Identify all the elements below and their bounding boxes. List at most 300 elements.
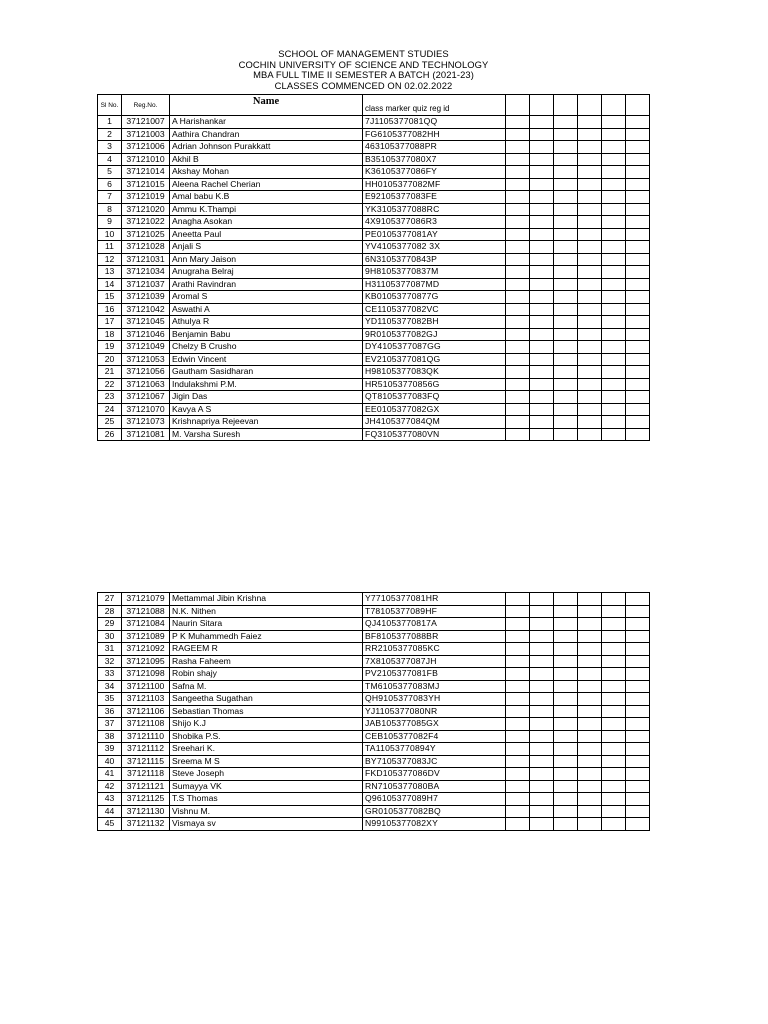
table-row — [98, 680, 650, 693]
blank-cell — [530, 416, 554, 429]
blank-cell — [578, 718, 602, 731]
name-cell: Rasha Faheem — [170, 655, 363, 668]
blank-cell — [506, 166, 530, 179]
blank-cell — [554, 605, 578, 618]
blank-cell — [530, 630, 554, 643]
sl-no-cell: 31 — [98, 643, 122, 656]
sl-no-cell: 6 — [98, 178, 122, 191]
name-cell: Kavya A S — [170, 403, 363, 416]
blank-cell — [554, 793, 578, 806]
sl-no-cell: 9 — [98, 216, 122, 229]
blank-cell — [602, 303, 626, 316]
sl-no-cell: 13 — [98, 266, 122, 279]
blank-cell — [554, 253, 578, 266]
name-cell: Anjali S — [170, 241, 363, 254]
blank-cell — [626, 428, 650, 441]
sl-no-cell: 43 — [98, 793, 122, 806]
blank-cell — [530, 178, 554, 191]
table-row — [98, 705, 650, 718]
table-row — [98, 403, 650, 416]
blank-cell — [626, 366, 650, 379]
blank-cell — [554, 805, 578, 818]
quiz-reg-id-cell: DY4105377087GG — [363, 341, 506, 354]
blank-cell — [602, 705, 626, 718]
blank-cell — [602, 278, 626, 291]
name-cell: Anugraha Belraj — [170, 266, 363, 279]
sl-no-cell: 23 — [98, 391, 122, 404]
quiz-reg-id-cell: 6N31053770843P — [363, 253, 506, 266]
reg-no-cell: 37121039 — [122, 291, 170, 304]
reg-no-cell: 37121121 — [122, 780, 170, 793]
blank-cell — [554, 241, 578, 254]
blank-cell — [554, 178, 578, 191]
blank-cell — [554, 316, 578, 329]
quiz-reg-id-cell: QT8105377083FQ — [363, 391, 506, 404]
school-name: SCHOOL OF MANAGEMENT STUDIES — [278, 48, 449, 59]
blank-cell — [554, 618, 578, 631]
name-cell: T.S Thomas — [170, 793, 363, 806]
blank-cell — [554, 655, 578, 668]
blank-cell — [530, 793, 554, 806]
quiz-reg-id-cell: KB01053770877G — [363, 291, 506, 304]
quiz-reg-id-cell: PE0105377081AY — [363, 228, 506, 241]
blank-cell — [626, 805, 650, 818]
sl-no-cell: 11 — [98, 241, 122, 254]
reg-no-cell: 37121042 — [122, 303, 170, 316]
reg-no-cell: 37121010 — [122, 153, 170, 166]
blank-cell — [578, 618, 602, 631]
name-cell: Sreema M S — [170, 755, 363, 768]
blank-cell — [530, 391, 554, 404]
blank-cell — [578, 655, 602, 668]
quiz-reg-id-cell: YK3105377088RC — [363, 203, 506, 216]
blank-cell — [578, 366, 602, 379]
blank-cell — [554, 693, 578, 706]
blank-cell — [506, 203, 530, 216]
blank-cell — [626, 153, 650, 166]
blank-cell — [530, 818, 554, 831]
sl-no-cell: 18 — [98, 328, 122, 341]
blank-cell — [626, 241, 650, 254]
blank-cell — [554, 166, 578, 179]
sl-no-cell: 2 — [98, 128, 122, 141]
sl-no-cell: 1 — [98, 116, 122, 129]
blank-cell — [626, 743, 650, 756]
quiz-reg-id-cell: YD1105377082BH — [363, 316, 506, 329]
sl-no-cell: 38 — [98, 730, 122, 743]
reg-no-cell: 37121130 — [122, 805, 170, 818]
blank-cell — [506, 780, 530, 793]
blank-cell — [554, 680, 578, 693]
header-reg-no: Reg.No. — [122, 95, 170, 116]
blank-cell — [506, 216, 530, 229]
quiz-reg-id-cell: RN7105377080BA — [363, 780, 506, 793]
blank-cell — [602, 793, 626, 806]
sl-no-cell: 27 — [98, 593, 122, 606]
reg-no-cell: 37121108 — [122, 718, 170, 731]
name-cell: Anagha Asokan — [170, 216, 363, 229]
quiz-reg-id-cell: EE0105377082GX — [363, 403, 506, 416]
blank-cell — [554, 366, 578, 379]
blank-cell — [626, 141, 650, 154]
blank-cell — [602, 643, 626, 656]
name-cell: Ann Mary Jaison — [170, 253, 363, 266]
quiz-reg-id-cell: 463105377088PR — [363, 141, 506, 154]
blank-cell — [506, 366, 530, 379]
name-cell: Arathi Ravindran — [170, 278, 363, 291]
blank-cell — [530, 328, 554, 341]
blank-cell — [530, 191, 554, 204]
blank-cell — [554, 391, 578, 404]
reg-no-cell: 37121100 — [122, 680, 170, 693]
blank-cell — [626, 303, 650, 316]
header-name: Name — [170, 95, 363, 116]
quiz-reg-id-cell: 9R0105377082GJ — [363, 328, 506, 341]
name-cell: Aromal S — [170, 291, 363, 304]
table-row — [98, 805, 650, 818]
sl-no-cell: 36 — [98, 705, 122, 718]
sl-no-cell: 25 — [98, 416, 122, 429]
blank-cell — [506, 705, 530, 718]
blank-cell — [530, 693, 554, 706]
blank-cell — [530, 316, 554, 329]
blank-cell — [530, 668, 554, 681]
batch-title: MBA FULL TIME II SEMESTER A BATCH (2021-23) — [253, 69, 474, 80]
blank-cell — [602, 253, 626, 266]
sl-no-cell: 39 — [98, 743, 122, 756]
blank-cell — [506, 266, 530, 279]
table-row — [98, 253, 650, 266]
blank-cell — [602, 266, 626, 279]
blank-cell — [554, 416, 578, 429]
blank-cell — [578, 303, 602, 316]
blank-cell — [602, 153, 626, 166]
blank-cell — [578, 818, 602, 831]
reg-no-cell: 37121019 — [122, 191, 170, 204]
name-cell: Mettammal Jibin Krishna — [170, 593, 363, 606]
table-row — [98, 718, 650, 731]
reg-no-cell: 37121022 — [122, 216, 170, 229]
blank-cell — [602, 166, 626, 179]
blank-cell — [506, 605, 530, 618]
blank-cell — [602, 316, 626, 329]
sl-no-cell: 35 — [98, 693, 122, 706]
blank-cell — [530, 228, 554, 241]
blank-cell — [530, 128, 554, 141]
blank-cell — [506, 95, 530, 116]
blank-cell — [530, 141, 554, 154]
sl-no-cell: 40 — [98, 755, 122, 768]
name-cell: P K Muhammedh Faiez — [170, 630, 363, 643]
blank-cell — [530, 618, 554, 631]
blank-cell — [578, 216, 602, 229]
name-cell: Sebastian Thomas — [170, 705, 363, 718]
blank-cell — [554, 141, 578, 154]
blank-cell — [626, 593, 650, 606]
reg-no-cell: 37121073 — [122, 416, 170, 429]
blank-cell — [626, 166, 650, 179]
blank-cell — [554, 203, 578, 216]
blank-cell — [506, 403, 530, 416]
sl-no-cell: 41 — [98, 768, 122, 781]
table-row — [98, 780, 650, 793]
reg-no-cell: 37121020 — [122, 203, 170, 216]
blank-cell — [530, 278, 554, 291]
blank-cell — [506, 668, 530, 681]
blank-cell — [530, 743, 554, 756]
blank-cell — [554, 153, 578, 166]
reg-no-cell: 37121053 — [122, 353, 170, 366]
reg-no-cell: 37121132 — [122, 818, 170, 831]
name-cell: Gautham Sasidharan — [170, 366, 363, 379]
commencement-date: CLASSES COMMENCED ON 02.02.2022 — [274, 79, 453, 91]
name-cell: Chelzy B Crusho — [170, 341, 363, 354]
blank-cell — [506, 191, 530, 204]
blank-cell — [506, 428, 530, 441]
blank-cell — [626, 178, 650, 191]
table-row — [98, 428, 650, 441]
blank-cell — [554, 730, 578, 743]
reg-no-cell: 37121115 — [122, 755, 170, 768]
quiz-reg-id-cell: N99105377082XY — [363, 818, 506, 831]
blank-cell — [626, 416, 650, 429]
blank-cell — [506, 128, 530, 141]
blank-cell — [626, 655, 650, 668]
reg-no-cell: 37121110 — [122, 730, 170, 743]
sl-no-cell: 12 — [98, 253, 122, 266]
blank-cell — [626, 378, 650, 391]
reg-no-cell: 37121106 — [122, 705, 170, 718]
name-cell: N.K. Nithen — [170, 605, 363, 618]
blank-cell — [626, 818, 650, 831]
blank-cell — [506, 378, 530, 391]
blank-cell — [554, 403, 578, 416]
sl-no-cell: 3 — [98, 141, 122, 154]
reg-no-cell: 37121006 — [122, 141, 170, 154]
reg-no-cell: 37121092 — [122, 643, 170, 656]
name-cell: Aathira Chandran — [170, 128, 363, 141]
blank-cell — [506, 316, 530, 329]
name-cell: Sumayya VK — [170, 780, 363, 793]
blank-cell — [602, 668, 626, 681]
quiz-reg-id-cell: FQ3105377080VN — [363, 428, 506, 441]
blank-cell — [602, 291, 626, 304]
blank-cell — [626, 291, 650, 304]
blank-cell — [530, 428, 554, 441]
reg-no-cell: 37121084 — [122, 618, 170, 631]
blank-cell — [578, 378, 602, 391]
blank-cell — [506, 630, 530, 643]
sl-no-cell: 42 — [98, 780, 122, 793]
blank-cell — [530, 718, 554, 731]
blank-cell — [578, 793, 602, 806]
blank-cell — [506, 341, 530, 354]
sl-no-cell: 19 — [98, 341, 122, 354]
reg-no-cell: 37121063 — [122, 378, 170, 391]
blank-cell — [578, 228, 602, 241]
blank-cell — [578, 291, 602, 304]
blank-cell — [530, 730, 554, 743]
blank-cell — [578, 253, 602, 266]
table-row — [98, 153, 650, 166]
blank-cell — [530, 216, 554, 229]
blank-cell — [578, 328, 602, 341]
blank-cell — [602, 755, 626, 768]
reg-no-cell: 37121037 — [122, 278, 170, 291]
blank-cell — [530, 655, 554, 668]
blank-cell — [506, 253, 530, 266]
blank-cell — [578, 278, 602, 291]
table-row — [98, 668, 650, 681]
blank-cell — [554, 378, 578, 391]
sl-no-cell: 21 — [98, 366, 122, 379]
name-cell: Athulya R — [170, 316, 363, 329]
blank-cell — [506, 278, 530, 291]
blank-cell — [626, 278, 650, 291]
blank-cell — [602, 128, 626, 141]
blank-cell — [506, 805, 530, 818]
blank-cell — [578, 191, 602, 204]
blank-cell — [530, 755, 554, 768]
sl-no-cell: 16 — [98, 303, 122, 316]
reg-no-cell: 37121095 — [122, 655, 170, 668]
blank-cell — [602, 428, 626, 441]
blank-cell — [506, 655, 530, 668]
blank-cell — [602, 780, 626, 793]
blank-cell — [554, 95, 578, 116]
table-row — [98, 768, 650, 781]
blank-cell — [602, 203, 626, 216]
blank-cell — [506, 593, 530, 606]
blank-cell — [602, 730, 626, 743]
table-row — [98, 291, 650, 304]
blank-cell — [626, 95, 650, 116]
sl-no-cell: 28 — [98, 605, 122, 618]
blank-cell — [530, 378, 554, 391]
blank-cell — [626, 768, 650, 781]
sl-no-cell: 15 — [98, 291, 122, 304]
blank-cell — [602, 655, 626, 668]
reg-no-cell: 37121070 — [122, 403, 170, 416]
name-cell: Vismaya sv — [170, 818, 363, 831]
table-row — [98, 416, 650, 429]
name-cell: Ammu K.Thampi — [170, 203, 363, 216]
reg-no-cell: 37121103 — [122, 693, 170, 706]
reg-no-cell: 37121015 — [122, 178, 170, 191]
table-row — [98, 216, 650, 229]
blank-cell — [626, 680, 650, 693]
table-row — [98, 191, 650, 204]
name-cell: Amal babu K.B — [170, 191, 363, 204]
blank-cell — [506, 241, 530, 254]
table-row — [98, 166, 650, 179]
reg-no-cell: 37121079 — [122, 593, 170, 606]
blank-cell — [554, 818, 578, 831]
sl-no-cell: 10 — [98, 228, 122, 241]
blank-cell — [530, 680, 554, 693]
table-row — [98, 266, 650, 279]
table-row — [98, 730, 650, 743]
reg-no-cell: 37121118 — [122, 768, 170, 781]
blank-cell — [626, 116, 650, 129]
reg-no-cell: 37121088 — [122, 605, 170, 618]
name-cell: Adrian Johnson Purakkatt — [170, 141, 363, 154]
name-cell: Safna M. — [170, 680, 363, 693]
name-cell: Shobika P.S. — [170, 730, 363, 743]
sl-no-cell: 26 — [98, 428, 122, 441]
blank-cell — [626, 780, 650, 793]
blank-cell — [578, 705, 602, 718]
header-sl-no: Sl No. — [98, 95, 122, 116]
table-row — [98, 353, 650, 366]
blank-cell — [578, 605, 602, 618]
sl-no-cell: 8 — [98, 203, 122, 216]
blank-cell — [602, 805, 626, 818]
blank-cell — [626, 755, 650, 768]
blank-cell — [578, 593, 602, 606]
blank-cell — [578, 630, 602, 643]
blank-cell — [626, 203, 650, 216]
reg-no-cell: 37121034 — [122, 266, 170, 279]
quiz-reg-id-cell: YJ1105377080NR — [363, 705, 506, 718]
blank-cell — [554, 128, 578, 141]
blank-cell — [602, 95, 626, 116]
blank-cell — [530, 116, 554, 129]
blank-cell — [530, 95, 554, 116]
blank-cell — [554, 116, 578, 129]
blank-cell — [530, 705, 554, 718]
table-row — [98, 316, 650, 329]
student-table-1 — [97, 94, 650, 441]
blank-cell — [506, 768, 530, 781]
blank-cell — [530, 253, 554, 266]
table-row — [98, 341, 650, 354]
blank-cell — [530, 605, 554, 618]
table-row — [98, 743, 650, 756]
blank-cell — [578, 680, 602, 693]
quiz-reg-id-cell: Y77105377081HR — [363, 593, 506, 606]
blank-cell — [578, 141, 602, 154]
name-cell: Akhil B — [170, 153, 363, 166]
blank-cell — [626, 705, 650, 718]
blank-cell — [602, 630, 626, 643]
blank-cell — [578, 780, 602, 793]
blank-cell — [506, 116, 530, 129]
blank-cell — [578, 316, 602, 329]
quiz-reg-id-cell: TA11053770894Y — [363, 743, 506, 756]
table-header-row — [98, 95, 650, 116]
quiz-reg-id-cell: BF8105377088BR — [363, 630, 506, 643]
blank-cell — [530, 203, 554, 216]
blank-cell — [602, 328, 626, 341]
table-row — [98, 203, 650, 216]
blank-cell — [626, 228, 650, 241]
name-cell: Sangeetha Sugathan — [170, 693, 363, 706]
table-row — [98, 593, 650, 606]
reg-no-cell: 37121098 — [122, 668, 170, 681]
header-quiz-reg-id: class marker quiz reg id — [363, 95, 506, 116]
name-cell: Naurin Sitara — [170, 618, 363, 631]
blank-cell — [506, 680, 530, 693]
table-row — [98, 818, 650, 831]
sl-no-cell: 45 — [98, 818, 122, 831]
blank-cell — [506, 693, 530, 706]
blank-cell — [602, 416, 626, 429]
blank-cell — [554, 278, 578, 291]
sl-no-cell: 20 — [98, 353, 122, 366]
quiz-reg-id-cell: QH9105377083YH — [363, 693, 506, 706]
sl-no-cell: 44 — [98, 805, 122, 818]
